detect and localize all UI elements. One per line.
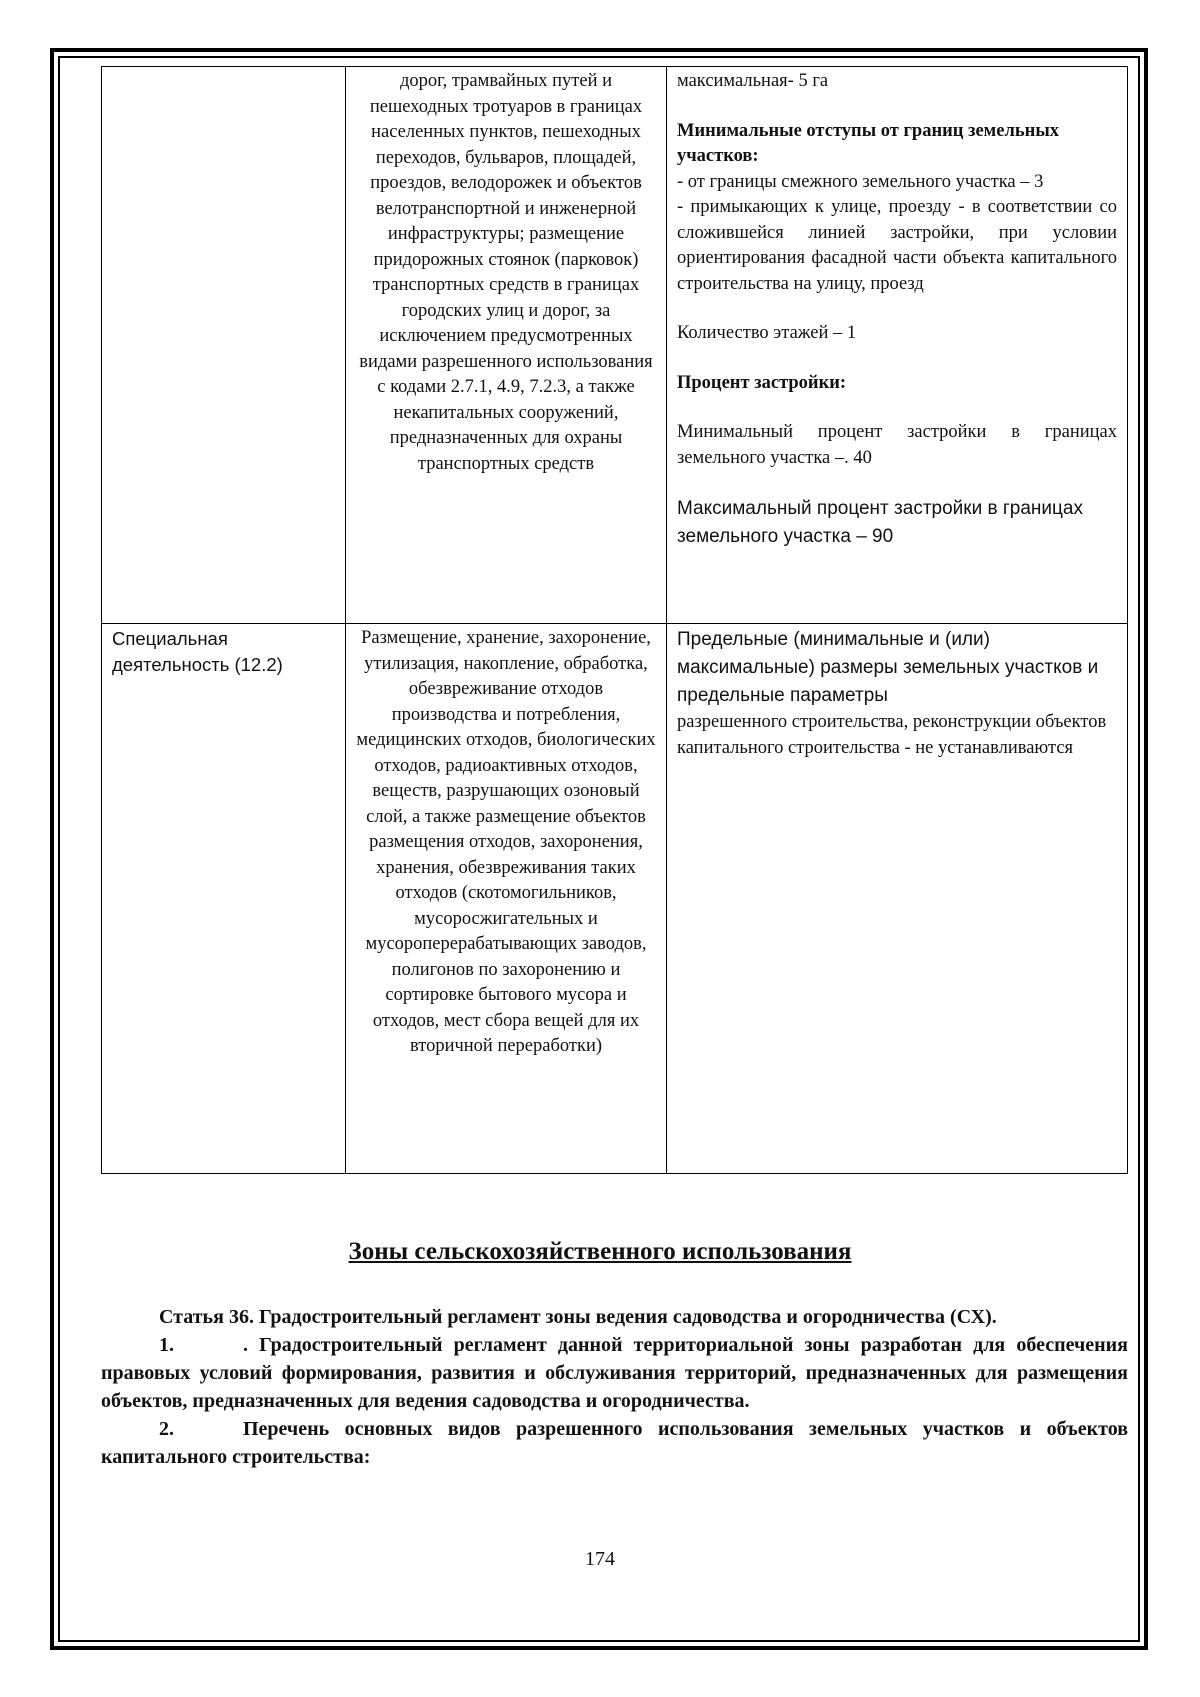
setback-item: - примыкающих к улице, проезду - в соответствии со сложившейся линией застройки, при условии ориентирования фасадной части объекта капитального строительства на улицу, проезд bbox=[677, 197, 1117, 294]
cell-use-description: дорог, трамвайных путей и пешеходных тротуаров в границах населенных пунктов, пешеходных переходов, бульваров, площадей, проездов, велодорожек и объектов велотранспортной и инженерной инфраструктуры; размещение придорожных стоянок (парковок) транспортных средств в границах городских улиц и дорог, за исключением предусмотренных видами разрешенного использования с кодами 2.7.1, 4.9, 7.2.3, а также некапитальных сооружений, предназначенных для охраны транспортных средств bbox=[346, 67, 667, 624]
item-text: . Градостроительный регламент данной территориальной зоны разработан для обеспечения правовых условий формирования, развития и обслуживания территорий, предназначенных для размещения объектов, предназначенных для ведения садоводства и огородничества. bbox=[101, 1334, 1128, 1412]
page-number: 174 bbox=[585, 1548, 615, 1570]
setback-item: - от границы смежного земельного участка – 3 bbox=[677, 171, 1044, 192]
regulation-table bbox=[101, 66, 1128, 1174]
item-text: Перечень основных видов разрешенного использования земельных участков и объектов капитального строительства: bbox=[101, 1418, 1128, 1468]
parameters-text: Предельные (минимальные и (или) максимальные) размеры земельных участков и предельные параметры bbox=[677, 629, 1099, 706]
article-item-1 bbox=[101, 1331, 1128, 1415]
cell-use-name: Специальная деятельность (12.2) bbox=[102, 624, 346, 1174]
max-area-text: максимальная- 5 га bbox=[677, 71, 829, 91]
floors-text: Количество этажей – 1 bbox=[677, 323, 857, 343]
cell-use-name bbox=[102, 67, 346, 624]
coverage-heading: Процент застройки: bbox=[677, 372, 847, 393]
setbacks-heading: Минимальные отступы от границ земельных участков: bbox=[677, 120, 1060, 166]
item-number: 1. bbox=[159, 1334, 174, 1356]
item-number: 2. bbox=[159, 1418, 174, 1440]
min-coverage-text: Минимальный процент застройки в границах земельного участка –. 40 bbox=[677, 422, 1117, 468]
cell-parameters bbox=[667, 624, 1128, 1174]
table-row bbox=[102, 624, 1128, 1174]
cell-use-description: Размещение, хранение, захоронение, утилизация, накопление, обработка, обезвреживание отходов производства и потребления, медицинских отходов, биологических отходов, радиоактивных отходов, веществ, разрушающих озоновый слой, а также размещение объектов размещения отходов, захоронения, хранения, обезвреживания таких отходов (скотомогильников, мусоросжигательных и мусороперерабатывающих заводов, полигонов по захоронению и сортировке бытового мусора и отходов, мест сбора вещей для их вторичной переработки) bbox=[346, 624, 667, 1174]
table-row bbox=[102, 67, 1128, 624]
zone-title: Зоны сельскохозяйственного использования bbox=[348, 1238, 852, 1265]
article-body bbox=[101, 1303, 1128, 1471]
article-title: Статья 36. Градостроительный регламент зоны ведения садоводства и огородничества (СХ). bbox=[159, 1306, 997, 1328]
max-coverage-text: Максимальный процент застройки в границах земельного участка – 90 bbox=[677, 498, 1083, 547]
article-item-2 bbox=[101, 1415, 1128, 1471]
parameters-text: разрешенного строительства, реконструкции объектов капитального строительства - не устанавливаются bbox=[677, 712, 1107, 758]
cell-parameters bbox=[667, 67, 1128, 624]
